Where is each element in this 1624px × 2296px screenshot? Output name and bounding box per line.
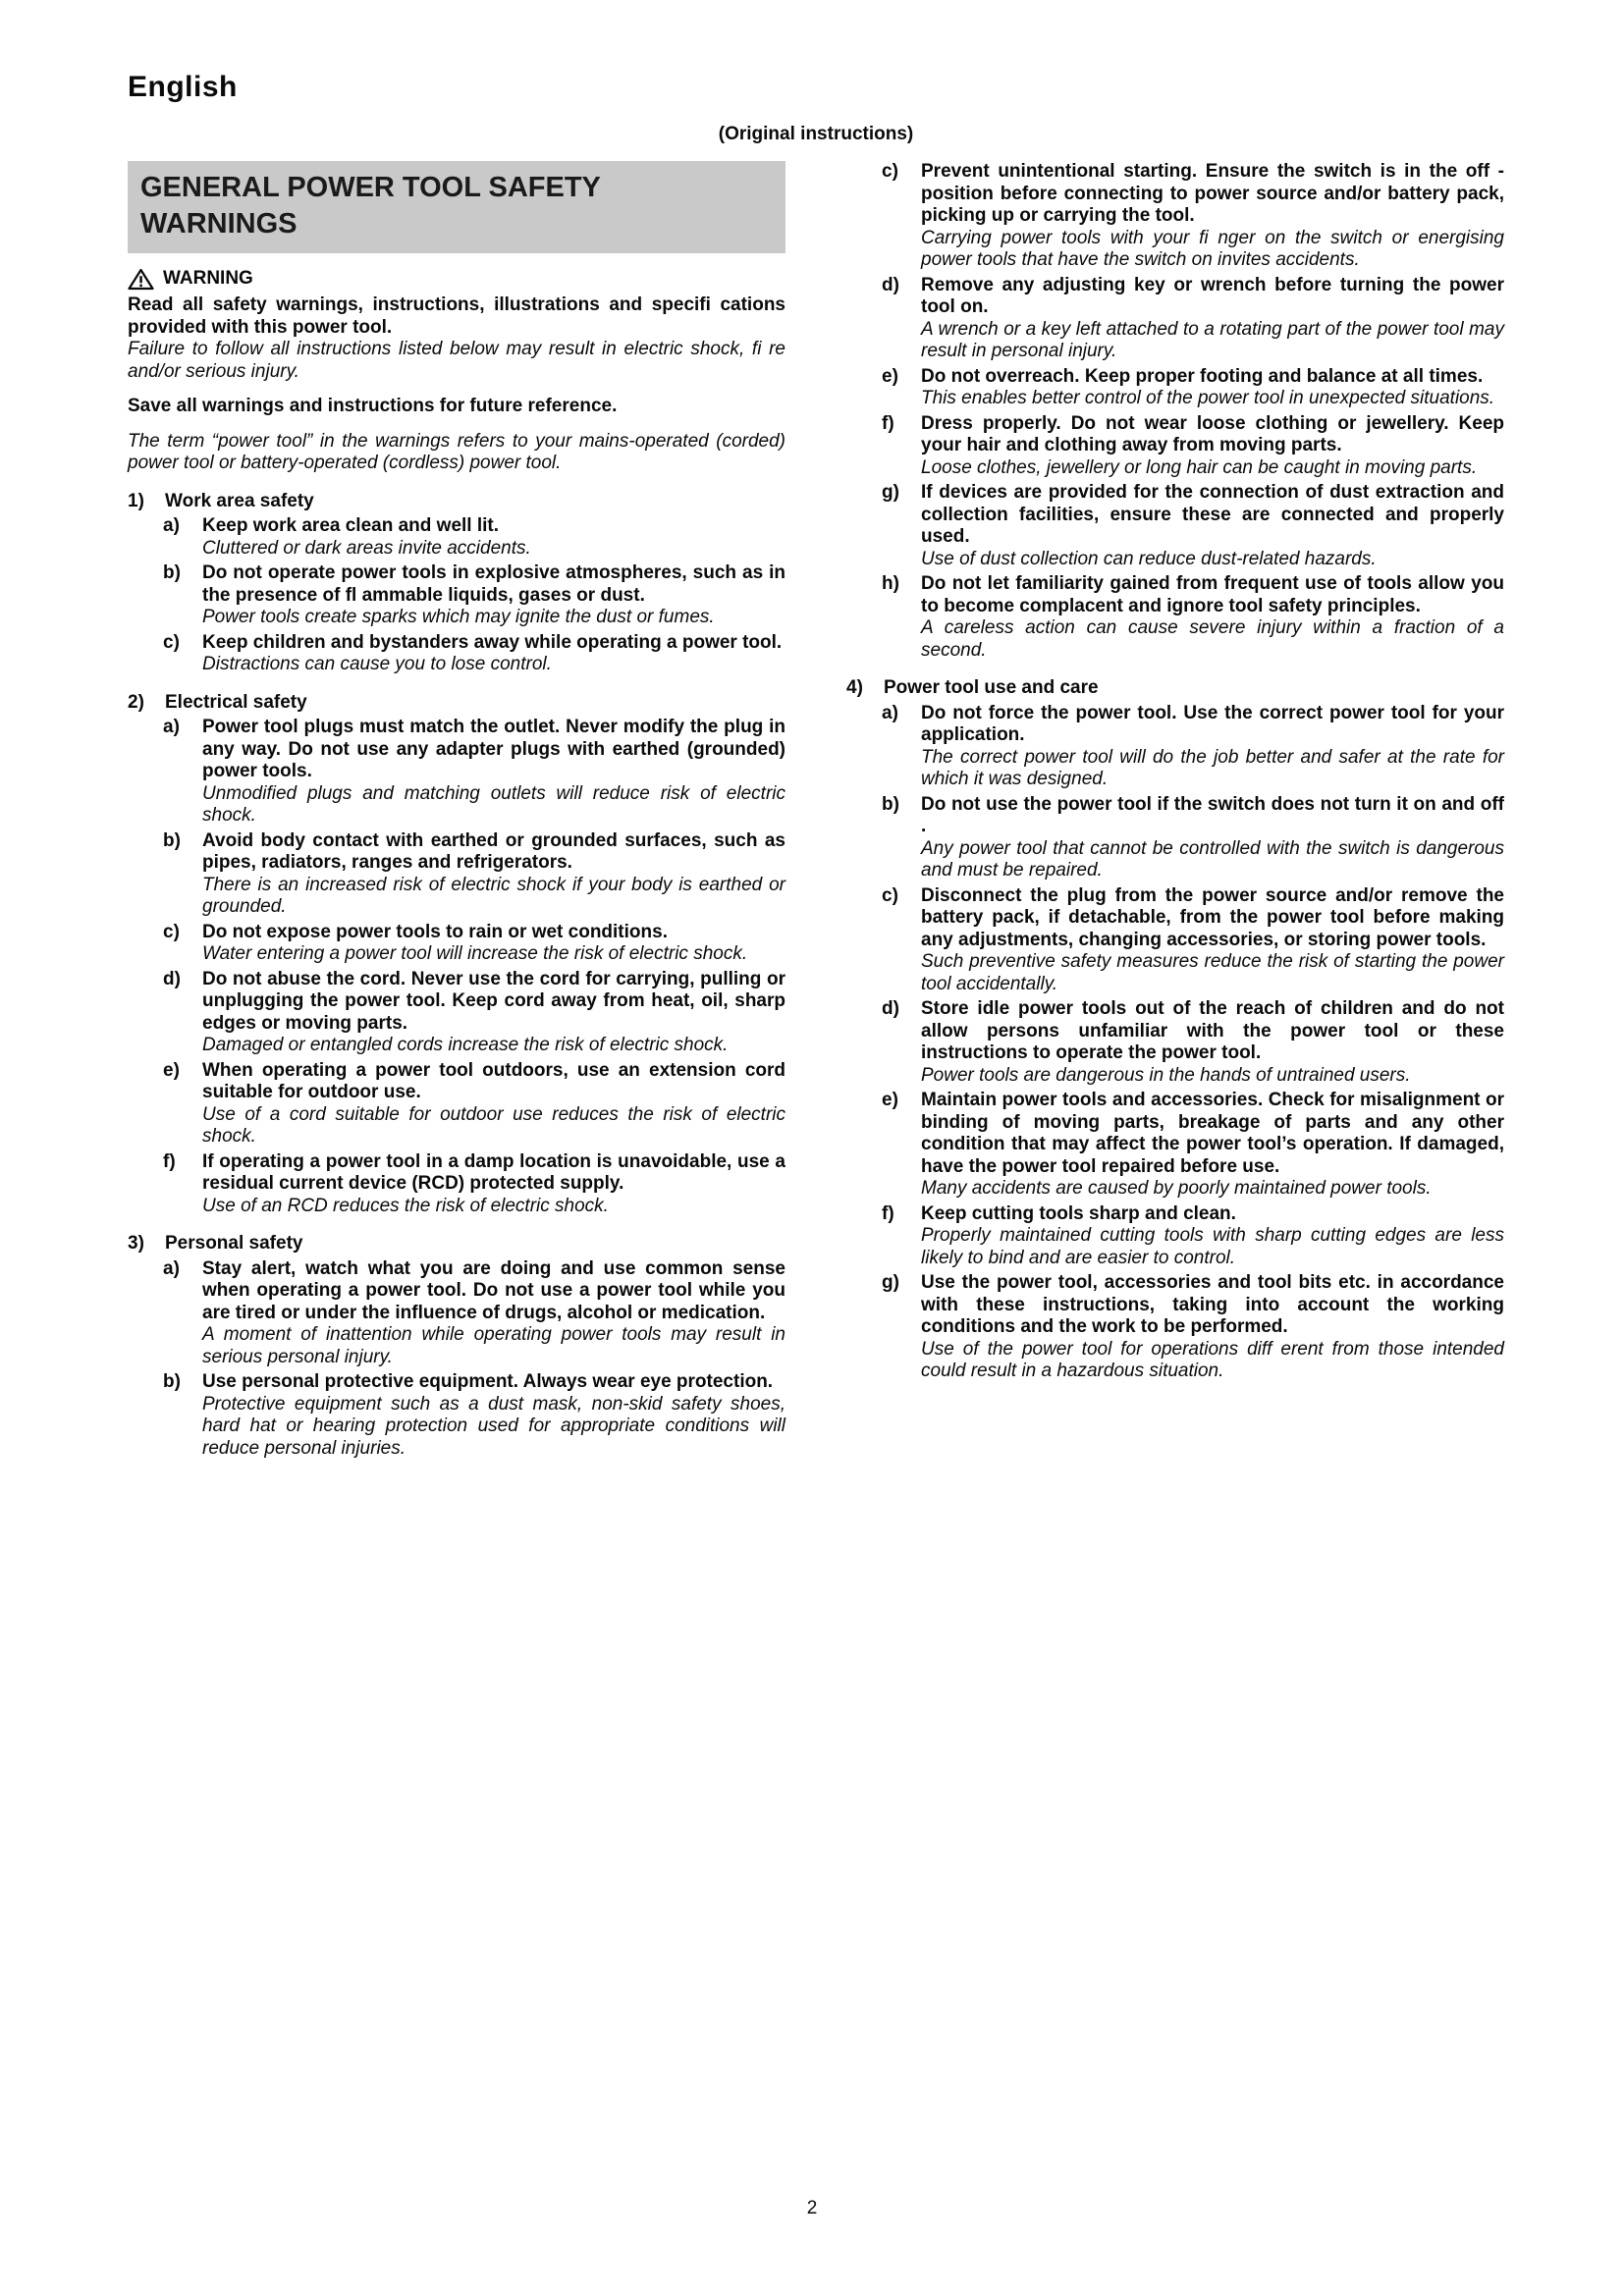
item-rule-text: Do not abuse the cord. Never use the cord for carrying, pulling or unplugging the power tool. Keep cord away from heat, oil, sharp edges or moving parts.: [202, 968, 785, 1034]
item-explanation-text: Use of an RCD reduces the risk of electric shock.: [202, 1195, 609, 1216]
section-title: Power tool use and care: [884, 677, 1099, 698]
safety-item: [846, 366, 1504, 410]
safety-item: [128, 1151, 785, 1218]
item-letter: b): [163, 562, 181, 583]
item-letter: f): [882, 412, 894, 434]
item-rule-text: Do not overreach. Keep proper footing and balance at all times.: [921, 365, 1484, 387]
safety-item: [846, 161, 1504, 272]
safety-item: [846, 998, 1504, 1087]
section-heading: [128, 1233, 785, 1255]
safety-item: [128, 922, 785, 966]
item-letter: d): [882, 998, 899, 1019]
item-letter: h): [882, 573, 899, 594]
safety-item: [846, 794, 1504, 882]
item-explanation-text: A careless action can cause severe injury within a fraction of a second.: [921, 617, 1504, 661]
failure-consequence-text: Failure to follow all instructions listed below may result in electric shock, fi re and/or serious injury.: [128, 339, 785, 382]
safety-item: [846, 1272, 1504, 1383]
item-rule-text: Do not force the power tool. Use the correct power tool for your application.: [921, 702, 1504, 745]
section-heading: [846, 677, 1504, 700]
item-rule-text: Avoid body contact with earthed or grounded surfaces, such as pipes, radiators, ranges and refrigerators.: [202, 829, 785, 873]
item-letter: e): [882, 365, 898, 387]
item-explanation-text: This enables better control of the power tool in unexpected situations.: [921, 388, 1495, 408]
item-rule-text: Dress properly. Do not wear loose clothing or jewellery. Keep your hair and clothing away from moving parts.: [921, 412, 1504, 455]
section-title: Work area safety: [165, 490, 314, 511]
item-letter: g): [882, 482, 899, 503]
section-number: 4): [846, 677, 863, 698]
item-rule-text: Remove any adjusting key or wrench before turning the power tool on.: [921, 274, 1504, 317]
item-rule-text: Power tool plugs must match the outlet. Never modify the plug in any way. Do not use any adapter plugs with earthed (grounded) power tools.: [202, 717, 785, 781]
item-rule-text: If devices are provided for the connection of dust extraction and collection facilities, ensure these are connected and properly used.: [921, 482, 1504, 547]
item-explanation-text: A moment of inattention while operating power tools may result in serious personal injury.: [202, 1324, 785, 1367]
item-rule-text: Prevent unintentional starting. Ensure the switch is in the off -position before connecting to power source and/or battery pack, picking up or carrying the tool.: [921, 161, 1504, 226]
safety-item: [846, 275, 1504, 363]
item-rule-text: Use the power tool, accessories and tool bits etc. in accordance with these instructions, taking into account the working conditions and the work to be performed.: [921, 1272, 1504, 1337]
item-explanation-text: Power tools create sparks which may ignite the dust or fumes.: [202, 607, 715, 627]
section-number: 3): [128, 1233, 144, 1254]
item-rule-text: Do not let familiarity gained from frequent use of tools allow you to become complacent and ignore tool safety principles.: [921, 573, 1504, 616]
safety-item: [128, 1060, 785, 1148]
power-tool-term-definition: The term “power tool” in the warnings refers to your mains-operated (corded) power tool or battery-operated (cordless) power tool.: [128, 430, 785, 473]
item-letter: b): [882, 793, 899, 815]
item-rule-text: When operating a power tool outdoors, use an extension cord suitable for outdoor use.: [202, 1059, 785, 1102]
safety-item: [128, 515, 785, 560]
item-explanation-text: Many accidents are caused by poorly maintained power tools.: [921, 1178, 1432, 1199]
item-explanation-text: Use of a cord suitable for outdoor use reduces the risk of electric shock.: [202, 1103, 785, 1147]
language-heading: English: [128, 71, 238, 103]
item-rule-text: Store idle power tools out of the reach of children and do not allow persons unfamiliar with the power tool or these instructions to operate the power tool.: [921, 998, 1504, 1063]
safety-item: [846, 885, 1504, 996]
item-rule-text: If operating a power tool in a damp location is unavoidable, use a residual current device (RCD) protected supply.: [202, 1150, 785, 1194]
page-number: 2: [806, 2198, 818, 2218]
safety-item: [846, 413, 1504, 480]
item-letter: a): [163, 1257, 180, 1279]
section-heading: [128, 692, 785, 715]
item-letter: f): [163, 1150, 176, 1172]
item-rule-text: Keep cutting tools sharp and clean.: [921, 1202, 1236, 1224]
right-column: [846, 161, 1504, 1460]
item-rule-text: Maintain power tools and accessories. Check for misalignment or binding of moving parts, breakage of parts and any other condition that may affect the power tool’s operation. If damaged, have the power tool repaired before use.: [921, 1090, 1504, 1177]
two-column-layout: [128, 161, 1504, 1460]
item-rule-text: Do not operate power tools in explosive atmospheres, such as in the presence of fl ammable liquids, gases or dust.: [202, 562, 785, 606]
safety-section: [128, 491, 785, 676]
section-title: Personal safety: [165, 1233, 303, 1254]
item-letter: d): [163, 968, 181, 989]
safety-item: [128, 969, 785, 1057]
item-explanation-text: Use of the power tool for operations diff erent from those intended could result in a hazardous situation.: [921, 1338, 1504, 1381]
safety-item: [128, 632, 785, 676]
safety-item: [846, 1203, 1504, 1270]
item-letter: c): [882, 884, 898, 906]
item-letter: e): [163, 1059, 180, 1081]
left-column: [128, 161, 785, 1460]
item-letter: a): [163, 717, 180, 737]
safety-section: [846, 677, 1504, 1383]
safety-section: [128, 692, 785, 1218]
item-explanation-text: Properly maintained cutting tools with sharp cutting edges are less likely to bind and are easier to control.: [921, 1225, 1504, 1268]
item-explanation-text: Cluttered or dark areas invite accidents.: [202, 537, 531, 559]
item-letter: a): [163, 515, 180, 536]
item-explanation-text: The correct power tool will do the job better and safer at the rate for which it was designed.: [921, 746, 1504, 789]
item-letter: c): [163, 921, 180, 942]
item-rule-text: Keep work area clean and well lit.: [202, 515, 500, 536]
section-title: Electrical safety: [165, 691, 307, 713]
item-letter: f): [882, 1202, 894, 1224]
item-explanation-text: Water entering a power tool will increase the risk of electric shock.: [202, 943, 748, 964]
item-rule-text: Do not expose power tools to rain or wet conditions.: [202, 921, 668, 942]
safety-item: [128, 1371, 785, 1460]
right-sections-container: [846, 161, 1504, 1383]
item-rule-text: Disconnect the plug from the power source and/or remove the battery pack, if detachable, from the power tool before making any adjustments, changing accessories, or storing power tools.: [921, 884, 1504, 950]
item-letter: a): [882, 702, 898, 723]
item-rule-text: Use personal protective equipment. Always wear eye protection.: [202, 1371, 774, 1392]
chapter-title: GENERAL POWER TOOL SAFETY WARNINGS: [140, 172, 601, 240]
read-all-warnings-text: Read all safety warnings, instructions, illustrations and specifi cations provided with this power tool.: [128, 294, 785, 338]
item-explanation-text: Damaged or entangled cords increase the risk of electric shock.: [202, 1035, 729, 1055]
left-sections-container: [128, 491, 785, 1461]
safety-section: [846, 161, 1504, 662]
safety-item: [128, 562, 785, 629]
item-explanation-text: Loose clothes, jewellery or long hair can be caught in moving parts.: [921, 456, 1478, 478]
item-explanation-text: Power tools are dangerous in the hands of untrained users.: [921, 1064, 1411, 1086]
safety-section: [128, 1233, 785, 1460]
item-explanation-text: Distractions can cause you to lose control.: [202, 654, 552, 674]
safety-item: [128, 1258, 785, 1369]
warning-header: [128, 268, 785, 291]
section-number: 2): [128, 691, 144, 713]
item-explanation-text: Any power tool that cannot be controlled with the switch is dangerous and must be repaired.: [921, 837, 1504, 881]
safety-item: [128, 830, 785, 919]
save-warnings-text: Save all warnings and instructions for future reference.: [128, 396, 618, 416]
item-explanation-text: Unmodified plugs and matching outlets will reduce risk of electric shock.: [202, 782, 785, 826]
item-letter: d): [882, 274, 899, 295]
item-explanation-text: A wrench or a key left attached to a rotating part of the power tool may result in personal injury.: [921, 318, 1504, 361]
item-rule-text: Keep children and bystanders away while operating a power tool.: [202, 631, 783, 653]
item-explanation-text: Such preventive safety measures reduce the risk of starting the power tool accidentally.: [921, 951, 1504, 994]
item-letter: e): [882, 1090, 898, 1110]
item-letter: b): [163, 829, 181, 851]
origin-note: (Original instructions): [718, 124, 914, 144]
warning-label: WARNING: [163, 268, 253, 290]
safety-item: [846, 703, 1504, 791]
safety-item: [846, 1090, 1504, 1201]
item-letter: b): [163, 1371, 181, 1392]
item-letter: c): [882, 161, 898, 182]
item-explanation-text: Use of dust collection can reduce dust-related hazards.: [921, 548, 1377, 569]
safety-item: [128, 717, 785, 828]
item-rule-text: Do not use the power tool if the switch does not turn it on and off .: [921, 793, 1504, 836]
item-explanation-text: Carrying power tools with your fi nger on the switch or energising power tools that have the switch on invites accidents.: [921, 227, 1504, 270]
section-number: 1): [128, 490, 144, 511]
item-explanation-text: There is an increased risk of electric shock if your body is earthed or grounded.: [202, 874, 785, 917]
safety-item: [846, 482, 1504, 570]
section-heading: [128, 491, 785, 513]
item-explanation-text: Protective equipment such as a dust mask, non-skid safety shoes, hard hat or hearing protection used for appropriate conditions will reduce personal injuries.: [202, 1393, 785, 1459]
item-letter: g): [882, 1272, 899, 1293]
chapter-title-box: [128, 161, 785, 253]
warning-triangle-icon: [128, 268, 154, 291]
item-rule-text: Stay alert, watch what you are doing and use common sense when operating a power tool. Do not use a power tool while you are tired or under the influence of drugs, alcohol or medication.: [202, 1257, 785, 1323]
safety-item: [846, 573, 1504, 662]
item-letter: c): [163, 631, 180, 653]
